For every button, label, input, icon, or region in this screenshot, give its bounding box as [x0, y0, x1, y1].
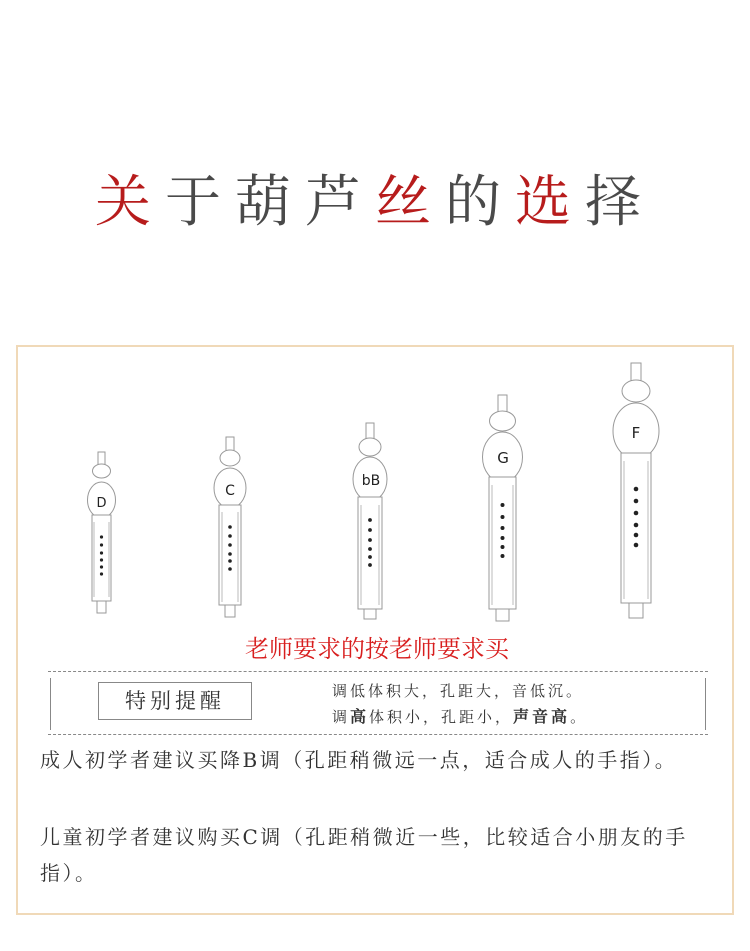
flute-d — [88, 452, 116, 613]
title-char: 葫 — [235, 170, 305, 235]
tip-text: 。 — [570, 708, 589, 726]
tip-line-1: 调低体积大，孔距大，音低沉。 — [332, 682, 585, 700]
flute-key-label: G — [497, 449, 509, 467]
title-char: 选 — [515, 170, 585, 235]
title-char: 丝 — [375, 170, 445, 235]
tip-text: 调 — [332, 708, 351, 726]
page-title — [0, 158, 750, 238]
tip-line-2 — [332, 704, 588, 727]
title-char: 择 — [585, 170, 655, 235]
flute-f — [613, 363, 659, 618]
tip-text: 体积小，孔距小， — [369, 708, 514, 726]
flute-key-label: C — [225, 483, 235, 499]
child-advice: 儿童初学者建议购买C调（孔距稍微近一些，比较适合小朋友的手指）。 — [40, 825, 688, 885]
tip-text: 声音高 — [513, 707, 571, 726]
flute-c — [214, 437, 246, 617]
flute-key-label: bB — [361, 473, 381, 489]
flute-g — [483, 395, 523, 621]
teacher-note: 老师要求的按老师要求买 — [245, 635, 509, 663]
tip-box — [48, 671, 708, 735]
title-char: 芦 — [305, 170, 375, 235]
title-char: 关 — [95, 170, 165, 235]
info-panel — [16, 345, 734, 915]
title-char: 的 — [445, 170, 515, 235]
tip-text: 高 — [350, 707, 370, 726]
adult-advice: 成人初学者建议买降B调（孔距稍微远一点，适合成人的手指）。 — [40, 748, 678, 772]
flute-bb — [353, 423, 387, 619]
hulusi-diagram — [18, 347, 736, 637]
title-char: 于 — [165, 170, 235, 235]
flute-key-label: D — [96, 496, 107, 511]
tip-label: 特别提醒 — [98, 682, 252, 720]
flute-key-label: F — [631, 424, 641, 442]
